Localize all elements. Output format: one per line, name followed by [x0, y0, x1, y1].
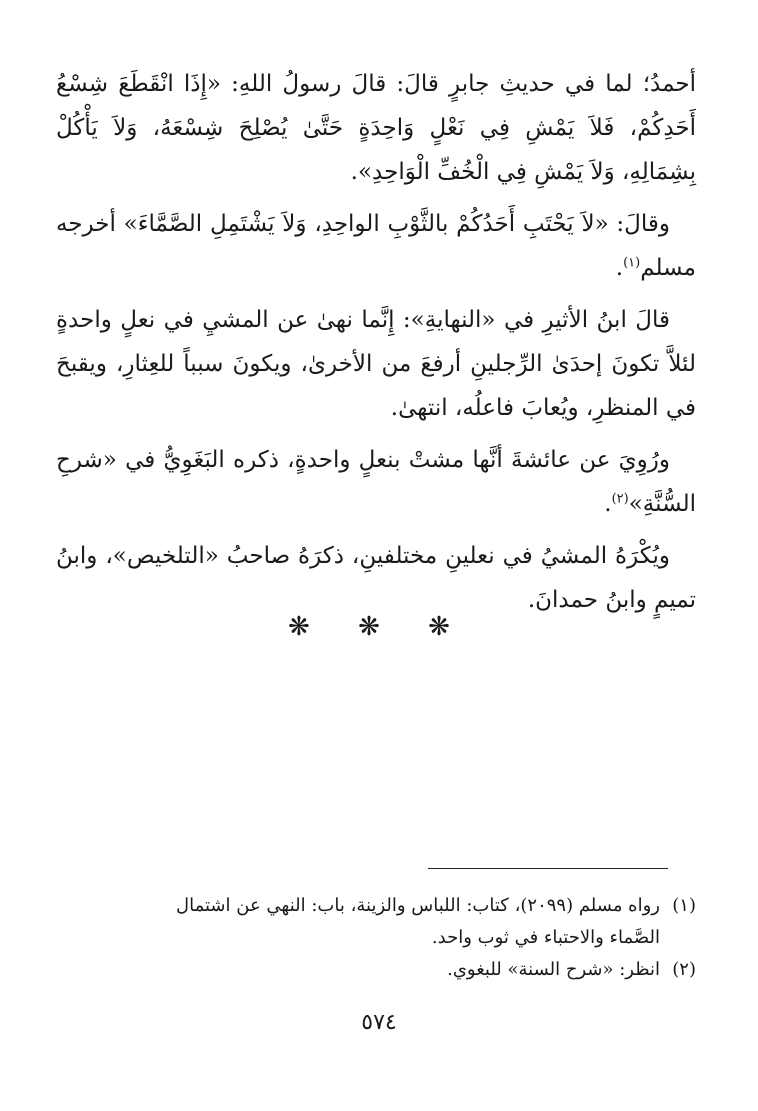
paragraph-4-end: . [604, 491, 612, 517]
footnote-2-text: انظر: «شرح السنة» للبغوي. [447, 959, 660, 980]
paragraph-4 [56, 438, 696, 526]
footnote-ref-1[interactable]: (١) [623, 255, 641, 271]
footnote-2-number: (٢) [672, 959, 696, 980]
paragraph-2-text: وقالَ: «لاَ يَحْتَبِ أَحَدُكُمْ بالثَّوْبِ الواحِدِ، وَلاَ يَشْتَمِلِ الصَّمَّاءَ» أخرجه مسلم [56, 211, 696, 281]
footnote-1 [56, 890, 696, 922]
paragraph-3: قالَ ابنُ الأثيرِ في «النهايةِ»: إِنَّما نهىٰ عن المشيِ في نعلٍ واحدةٍ لئلاَّ تكونَ إحدَىٰ الرِّجلينِ أرفعَ من الأخرىٰ، ويكونَ سبباً للعِثارِ، ويقبحَ في المنظرِ، ويُعابَ فاعلُه، انتهىٰ. [56, 307, 696, 421]
footnote-1-continuation: الصَّماء والاحتباء في ثوب واحد. [431, 927, 660, 948]
paragraph-2-end: . [615, 255, 624, 281]
paragraph-4-text: ورُوِيَ عن عائشةَ أنَّها مشتْ بنعلٍ واحدةٍ، ذكره البَغَوِيُّ في «شرحِ السُّنَّةِ» [56, 447, 696, 517]
footnote-2 [56, 954, 696, 986]
paragraph-1: أحمدُ؛ لما في حديثِ جابرٍ قالَ: قالَ رسولُ اللهِ: «إِذَا انْقَطَعَ شِسْعُ أَحَدِكُمْ، فَلاَ يَمْشِ فِي نَعْلٍ وَاحِدَةٍ حَتَّىٰ يُصْلِحَ شِسْعَهُ، وَلاَ يَأْكُلْ بِشِمَالِهِ، وَلاَ يَمْشِ فِي الْخُفِّ الْوَاحِدِ». [56, 71, 696, 185]
main-text [56, 62, 696, 630]
footnote-1-number: (١) [672, 895, 696, 916]
footnotes [56, 890, 696, 986]
page-number: ٥٧٤ [361, 1010, 397, 1035]
section-separator-stars: ❋ ❋ ❋ [288, 612, 470, 642]
footnote-ref-2[interactable]: (٢) [611, 491, 629, 507]
footnote-divider [428, 868, 668, 869]
footnote-1-text: رواه مسلم (٢٠٩٩)، كتاب: اللباس والزينة، باب: النهي عن اشتمال [176, 895, 660, 916]
paragraph-2 [56, 202, 696, 290]
paragraph-5: ويُكْرَهُ المشيُ في نعلينِ مختلفينِ، ذكرَهُ صاحبُ «التلخيص»، وابنُ تميمٍ وابنُ حمدانَ. [56, 543, 696, 613]
